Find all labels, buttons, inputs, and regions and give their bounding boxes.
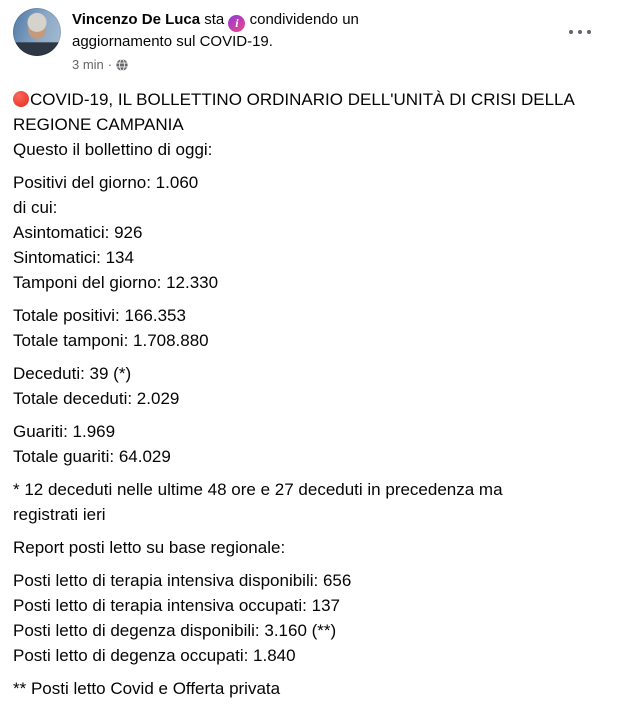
post-text-line: ** Posti letto Covid e Offerta privata (13, 679, 281, 698)
post-text-line: Posti letto di terapia intensiva occupati: 137 (13, 596, 340, 615)
post-paragraph (13, 87, 605, 162)
post-text-line: Report posti letto su base regionale: (13, 538, 286, 557)
post-paragraph (13, 568, 605, 668)
post-paragraph (13, 361, 605, 411)
post-text-line: Positivi del giorno: 1.060 (13, 173, 199, 192)
covid-info-icon[interactable]: i (228, 15, 245, 32)
ellipsis-icon (578, 30, 582, 34)
post-text-line: Asintomatici: 926 (13, 223, 143, 242)
more-options-button[interactable] (565, 22, 595, 42)
post-body (0, 73, 617, 707)
ellipsis-icon (569, 30, 573, 34)
header-text (72, 8, 359, 73)
post-text-line: REGIONE CAMPANIA (13, 115, 184, 134)
post-text-line: Guariti: 1.969 (13, 422, 116, 441)
post-byline (72, 10, 359, 52)
post-text-line: Totale tamponi: 1.708.880 (13, 331, 209, 350)
post-text-line: Sintomatici: 134 (13, 248, 134, 267)
post-text-line: Tamponi del giorno: 12.330 (13, 273, 219, 292)
post-paragraph (13, 676, 605, 701)
post-paragraph (13, 170, 605, 295)
post-text-line: Posti letto di terapia intensiva disponibili: 656 (13, 571, 352, 590)
avatar[interactable] (13, 8, 61, 56)
post-text-line: Totale guariti: 64.029 (13, 447, 171, 466)
post-text-line: registrati ieri (13, 505, 106, 524)
post-text-line: Posti letto di degenza occupati: 1.840 (13, 646, 296, 665)
post-text-line: Totale deceduti: 2.029 (13, 389, 180, 408)
post-paragraph (13, 535, 605, 560)
post-text-line: Questo il bollettino di oggi: (13, 140, 213, 159)
post-text-line: COVID-19, IL BOLLETTINO ORDINARIO DELL'UNITÀ DI CRISI DELLA (13, 87, 605, 112)
byline-text: aggiornamento sul COVID-19. (72, 33, 273, 50)
post-paragraph (13, 477, 605, 527)
post-text-line: di cui: (13, 198, 58, 217)
post-text-line: * 12 deceduti nelle ultime 48 ore e 27 deceduti in precedenza ma (13, 480, 503, 499)
ellipsis-icon (587, 30, 591, 34)
timestamp[interactable]: 3 min (72, 57, 104, 72)
post-header (0, 0, 617, 73)
red-circle-emoji (13, 91, 29, 107)
post-text-line: Posti letto di degenza disponibili: 3.160 (**) (13, 621, 337, 640)
globe-icon (116, 59, 128, 71)
byline-text: sta (204, 11, 225, 28)
author-name[interactable]: Vincenzo De Luca (72, 11, 201, 28)
post-paragraph (13, 303, 605, 353)
timestamp-row (72, 56, 359, 73)
post-paragraph (13, 419, 605, 469)
meta-separator: · (107, 57, 113, 72)
byline-text: condividendo un (249, 11, 359, 28)
post-text-line: Deceduti: 39 (*) (13, 364, 132, 383)
post-text-line: Totale positivi: 166.353 (13, 306, 186, 325)
